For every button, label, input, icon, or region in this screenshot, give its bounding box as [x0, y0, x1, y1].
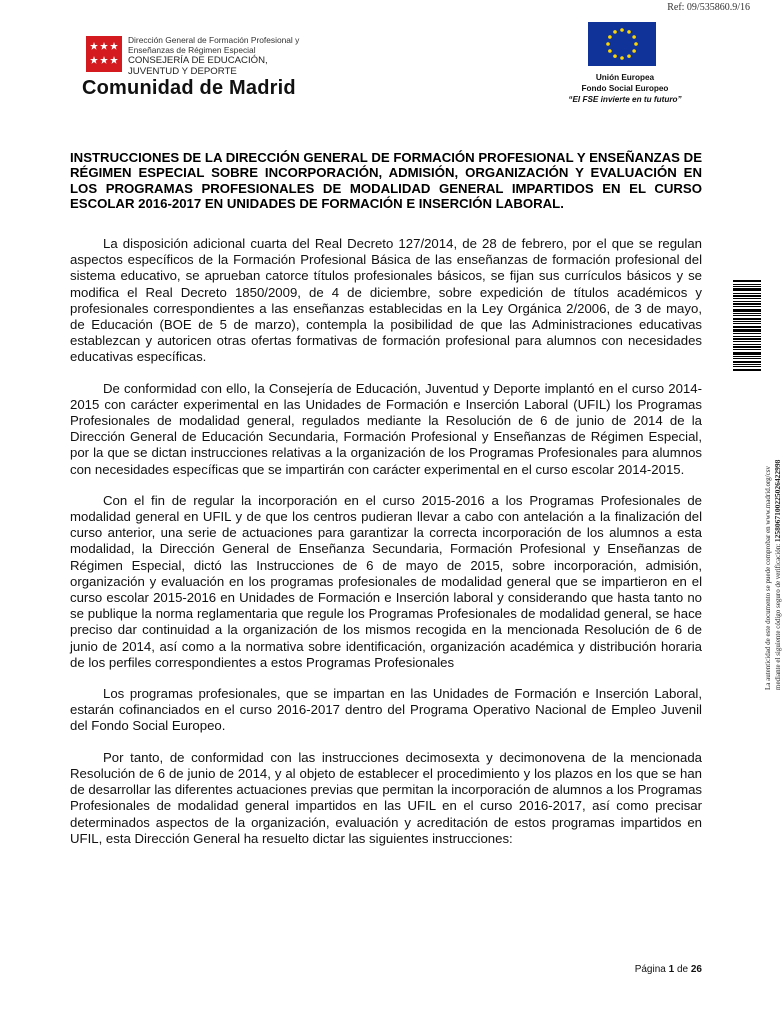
- document-body: [70, 236, 702, 862]
- department-line-1: Dirección General de Formación Profesional y: [128, 35, 300, 45]
- department-line-2: Enseñanzas de Régimen Especial: [128, 44, 256, 55]
- eu-star: [613, 30, 617, 34]
- eu-line-3: “El FSE invierte en tu futuro”: [568, 95, 682, 104]
- eu-star: [632, 49, 636, 53]
- paragraph-2: De conformidad con ello, la Consejería de Educación, Juventud y Deporte implantó en el curso 2014-2015 con carácter experimental en las Unidades de Formación e Inserción Laboral (UFIL) los Programas Profesionales de modalidad general, regulados mediante la Resolución de 6 de junio de 2014 de la Dirección General de Educación Secundaria, Formación Profesional y Enseñanzas de Régimen Especial, por la que se dictan instrucciones relativas a la organización de los Programas Profesionales para alumnos con necesidades específicas que se impartirán con carácter experimental en el curso escolar 2014-2015.: [70, 380, 702, 477]
- eu-star: [627, 30, 631, 34]
- eu-star: [608, 49, 612, 53]
- eu-star: [613, 54, 617, 58]
- eu-star: [620, 28, 624, 32]
- page-footer: [560, 964, 702, 975]
- eu-caption: [560, 72, 690, 105]
- consejeria-line-2: JUVENTUD Y DEPORTE: [128, 66, 237, 77]
- reference-number: Ref: 09/535860.9/16: [667, 2, 750, 13]
- verification-line-1: La autenticidad de este documento se puede comprobar en www.madrid.org/csv: [764, 466, 772, 690]
- of-word: de: [676, 964, 689, 975]
- eu-flag-logo: [588, 22, 656, 66]
- eu-star: [632, 35, 636, 39]
- department-block: [128, 36, 338, 77]
- document-title: INSTRUCCIONES DE LA DIRECCIÓN GENERAL DE FORMACIÓN PROFESIONAL Y ENSEÑANZAS DE RÉGIMEN ESPECIAL SOBRE INCORPORACIÓN, ADMISIÓN, ORGANIZACIÓN Y EVALUACIÓN EN LOS PROGRAMAS PROFESIONALES DE MODALIDAD GENERAL IMPARTIDOS EN EL CURSO ESCOLAR 2016-2017 EN UNIDADES DE FORMACIÓN E INSERCIÓN LABORAL.: [70, 150, 702, 212]
- page-total: 26: [690, 964, 702, 975]
- madrid-flag-logo: [86, 36, 122, 72]
- paragraph-4: Los programas profesionales, que se impartan en las Unidades de Formación e Inserción Laboral, estarán cofinanciados en el curso 2016-2017 dentro del Programa Operativo Nacional de Empleo Juvenil del Fondo Social Europeo.: [70, 686, 702, 734]
- eu-star: [634, 42, 638, 46]
- consejeria-line-1: CONSEJERÍA DE EDUCACIÓN,: [128, 55, 268, 66]
- eu-star: [627, 54, 631, 58]
- page-number: 1: [668, 964, 675, 975]
- page-word: Página: [634, 964, 666, 975]
- community-name: Comunidad de Madrid: [82, 77, 296, 99]
- eu-star: [606, 42, 610, 46]
- paragraph-3: Con el fin de regular la incorporación en el curso 2015-2016 a los Programas Profesionales de modalidad general en UFIL y de que los centros pudieran llevar a cabo con antelación a la finalización del curso anterior, una serie de actuaciones para garantizar la correcta incorporación de los alumnos a esta modalidad, la Dirección General de Enseñanza Secundaria, Formación Profesional y Enseñanzas de Régimen Especial, dictó las Instrucciones de 6 de mayo de 2015, sobre incorporación, admisión, organización y evaluación en los programas profesionales de modalidad general que se impartieron en el curso escolar 2015-2016 en Unidades de Formación e Inserción laboral y considerando que hasta tanto no se publique la norma reglamentaria que regule los Programas Profesionales de modalidad general, se hace preciso dar continuidad a la organización de los mismos recogida en la mencionada Resolución de 6 de junio de 2014, así como a la normativa sobre identificación, organización académica y distribución horaria de los perfiles correspondientes a estos Programas Profesionales: [70, 492, 702, 670]
- eu-stars-icon: [588, 22, 656, 66]
- paragraph-5: Por tanto, de conformidad con las instrucciones decimosexta y decimonovena de la mencionada Resolución de 6 de junio de 2014, y al objeto de establecer el procedimiento y los plazos en los que se han de desarrollar las diferentes actuaciones previas que permitan la incorporación de alumnos a los Programas Profesionales de modalidad general impartidos en las UFIL en el curso 2016-2017, así como precisar determinados aspectos de la organización, evaluación y acreditación de estos programas impartidos en UFIL, esta Dirección General ha resuelto dictar las siguientes instrucciones:: [70, 749, 702, 846]
- eu-star: [620, 56, 624, 60]
- paragraph-1: La disposición adicional cuarta del Real Decreto 127/2014, de 28 de febrero, por el que se regulan aspectos específicos de la Formación Profesional Básica de las enseñanzas de formación profesional del sistema educativo, se aprueban catorce títulos profesionales básicos, se fijan sus currículos básicos y se modifica el Real Decreto 1850/2009, de 4 de diciembre, sobre expedición de títulos académicos y profesionales correspondientes a las enseñanzas establecidas en la Ley Orgánica 2/2006, de 3 de mayo, de Educación (BOE de 5 de marzo), contempla la posibilidad de que las Administraciones educativas establezcan y autoricen otras ofertas formativas de formación profesional para alumnos con necesidades educativas específicas.: [70, 236, 702, 365]
- verification-line-2: mediante el siguiente código seguro de verificación:: [774, 543, 782, 690]
- verification-side-text: [730, 270, 782, 690]
- eu-line-2: Fondo Social Europeo: [581, 84, 669, 93]
- eu-line-1: Unión Europea: [595, 73, 655, 82]
- eu-star: [608, 35, 612, 39]
- verification-code: 1258067100225026422998: [773, 459, 782, 543]
- stars-icon: [86, 36, 122, 72]
